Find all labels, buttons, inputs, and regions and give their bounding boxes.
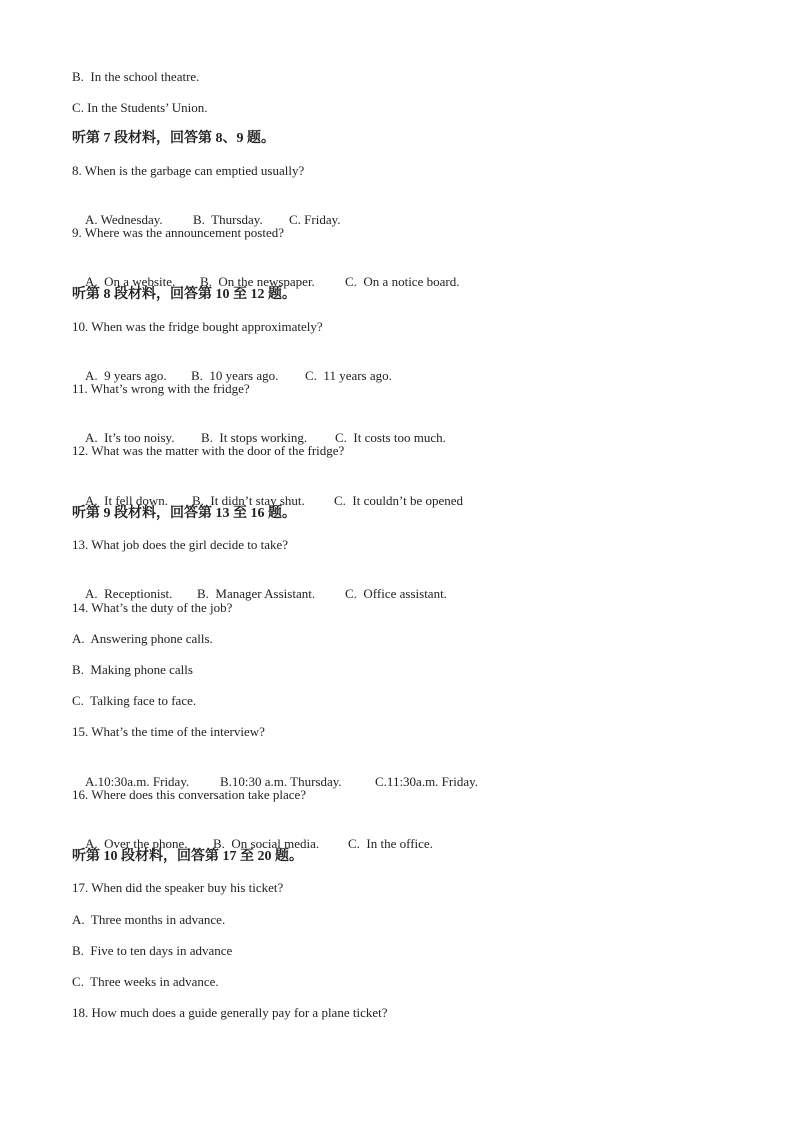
option-line: C. Talking face to face. — [72, 693, 197, 708]
option-a: A. 9 years ago. — [85, 368, 167, 383]
section-heading: 听第 8 段材料，回答第 10 至 12 题。 — [72, 287, 296, 302]
option-b: B.10:30 a.m. Thursday. — [220, 774, 342, 789]
option-b: B. It stops working. — [201, 430, 308, 445]
option-a: A. Wednesday. — [85, 212, 163, 227]
option-a: A. It’s too noisy. — [85, 430, 175, 445]
question: 13. What job does the girl decide to take? — [72, 537, 288, 552]
option-line: A. Answering phone calls. — [72, 631, 213, 646]
option-a: A. It fell down. — [85, 493, 169, 508]
question: 15. What’s the time of the interview? — [72, 724, 265, 739]
option-c: C. It couldn’t be opened — [334, 493, 464, 508]
question: 18. How much does a guide generally pay for a plane ticket? — [72, 1005, 388, 1020]
option-b: B. Thursday. — [193, 212, 263, 227]
option-c: C. It costs too much. — [335, 430, 446, 445]
section-heading: 听第 7 段材料，回答第 8、9 题。 — [72, 131, 275, 146]
option-a: A. On a website. — [85, 274, 176, 289]
question: 11. What’s wrong with the fridge? — [72, 381, 250, 396]
question: 12. What was the matter with the door of the fridge? — [72, 443, 345, 458]
option-a: A.10:30a.m. Friday. — [85, 774, 190, 789]
question: 10. When was the fridge bought approximately? — [72, 319, 323, 334]
option-line: B. Making phone calls — [72, 662, 193, 677]
option-b: B. Manager Assistant. — [197, 586, 316, 601]
option-c: C. On a notice board. — [345, 274, 460, 289]
option-b: B. 10 years ago. — [191, 368, 279, 383]
section-heading: 听第 9 段材料，回答第 13 至 16 题。 — [72, 506, 296, 521]
question: 17. When did the speaker buy his ticket? — [72, 880, 284, 895]
option-c: C.11:30a.m. Friday. — [375, 774, 479, 789]
option-b: B. On the newspaper. — [200, 274, 315, 289]
option-line: B. In the school theatre. — [72, 69, 200, 84]
option-b: B. On social media. — [213, 836, 320, 851]
question: 9. Where was the announcement posted? — [72, 225, 285, 240]
option-line: C. Three weeks in advance. — [72, 974, 219, 989]
section-heading: 听第 10 段材料，回答第 17 至 20 题。 — [72, 849, 303, 864]
question: 8. When is the garbage can emptied usually? — [72, 163, 305, 178]
option-line: C. In the Students’ Union. — [72, 100, 208, 115]
option-a: A. Receptionist. — [85, 586, 173, 601]
option-line: B. Five to ten days in advance — [72, 943, 233, 958]
option-a: A. Over the phone. — [85, 836, 188, 851]
option-c: C. Office assistant. — [345, 586, 447, 601]
question: 16. Where does this conversation take place? — [72, 787, 307, 802]
question: 14. What’s the duty of the job? — [72, 600, 233, 615]
option-c: C. In the office. — [348, 836, 433, 851]
option-b: B. It didn’t stay shut. — [192, 493, 305, 508]
option-c: C. 11 years ago. — [305, 368, 392, 383]
option-line: A. Three months in advance. — [72, 912, 226, 927]
option-c: C. Friday. — [289, 212, 341, 227]
